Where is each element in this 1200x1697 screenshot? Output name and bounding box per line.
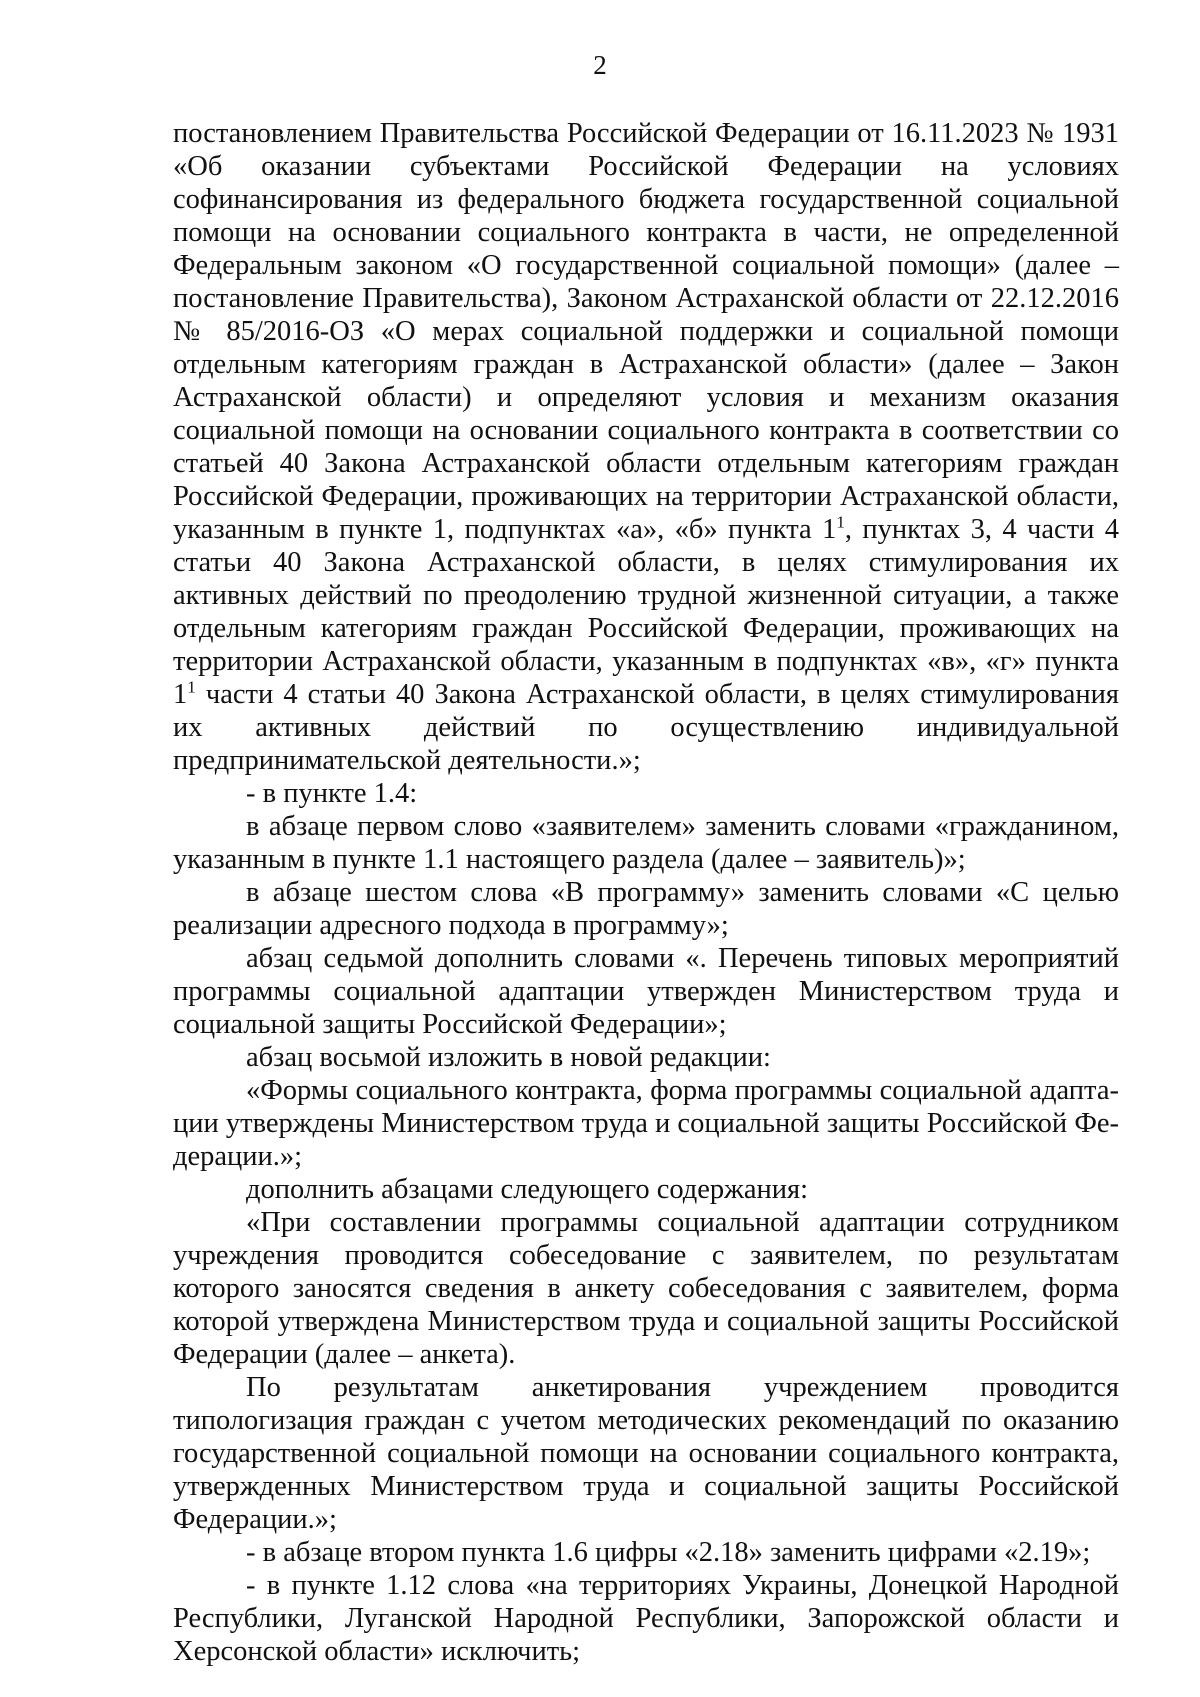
paragraph: По результатам анкетирования учреждением проводится типологизация граждан с учетом методических рекомендаций по оказанию государственной социальной помощи на основании социального контракта, утвержденных Министерством труда и социальной защиты Российской Федерации.»; (173, 1372, 1119, 1535)
paragraph: - в пункте 1.4: (246, 778, 418, 809)
paragraph-text: части 4 статьи 40 Закона Астраханской области, в целях стимулирования их активных действий по осуществлению индивидуальной предпринимательской деятельности.»; (173, 679, 1119, 776)
paragraph-continuation (173, 117, 1119, 777)
paragraph-text: , пунктах 3, 4 части 4 статьи 40 Закона Астраханской области, в целях стимулирования их активных действий по преодолению трудной жизненной ситуации, а также отдельным категориям граждан Российской Федерации, проживающих на территории Астраханской области, указанным в подпунктах «в», «г» пункта 1 (173, 514, 1119, 710)
paragraph: «При составлении программы социальной адаптации сотрудником учреждения проводится собеседование с заявителем, по результатам которого заносятся сведения в анкету собеседования с заявителем, форма которой утверждена Министерством труда и социальной защиты Российской Федерации (далее – анкета). (173, 1207, 1119, 1370)
paragraph: «Формы социального контракта, форма программы социальной адаптации утверждены Министерством труда и социальной защиты Российской Федерации.»; (173, 1075, 1119, 1172)
paragraph: в абзаце шестом слова «В программу» заменить словами «С целью реализации адресного подхода в программу»; (173, 877, 1119, 941)
paragraph: абзац седьмой дополнить словами «. Перечень типовых мероприятий программы социальной адаптации утвержден Министерством труда и социальной защиты Российской Федерации»; (173, 943, 1119, 1040)
paragraph: в абзаце первом слово «заявителем» заменить словами «гражданином, указанным в пункте 1.1 настоящего раздела (далее – заявитель)»; (173, 811, 1119, 875)
document-body (173, 117, 1119, 1668)
superscript: 1 (836, 512, 845, 532)
superscript: 1 (187, 677, 196, 697)
paragraph: - в пункте 1.12 слова «на территориях Украины, Донецкой Народной Республики, Луганской Народной Республики, Запорожской области и Херсонской области» исключить; (173, 1570, 1119, 1667)
paragraph-text: постановлением Правительства Российской Федерации от 16.11.2023 № 1931 «Об оказании субъектами Российской Федерации на условиях софинансирования из федерального бюджета государственной социальной помощи на основании социального контракта в части, не определенной Федеральным законом «О государственной социальной помощи» (далее – постановление Правительства), Законом Астраханской области от 22.12.2016 № 85/2016-ОЗ «О мерах социальной поддержки и социальной помощи отдельным категориям граждан в Астраханской области» (далее – Закон Астраханской области) и определяют условия и механизм оказания социальной помощи на основании социального контракта в соответствии со статьей 40 Закона Астраханской области отдельным категориям граждан Российской Федерации, проживающих на территории Астраханской области, указанным в пункте 1, подпунктах «а», «б» пункта 1 (173, 118, 1119, 545)
paragraph: дополнить абзацами следующего содержания: (246, 1174, 809, 1205)
paragraph: - в абзаце втором пункта 1.6 цифры «2.18» заменить цифрами «2.19»; (246, 1537, 1091, 1568)
page-number: 2 (593, 50, 607, 80)
paragraph: абзац восьмой изложить в новой редакции: (246, 1042, 771, 1073)
